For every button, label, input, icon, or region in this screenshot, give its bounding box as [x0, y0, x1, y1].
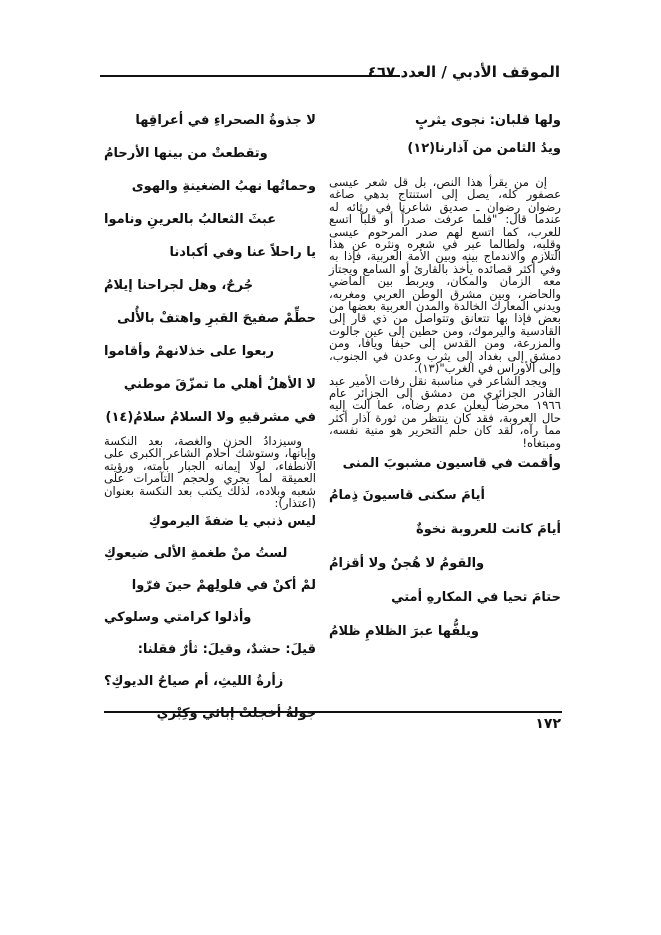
verse-line: عبثَ الثعالبُ بالعرينِ وناموا: [104, 212, 277, 227]
left-column: [104, 112, 316, 723]
body-paragraph: وسيزدادُ الحزن والغصة، بعد النكسة وإبانها، وستوشك أحلام الشاعر الكبرى على الانطفاء، لولا إيمانه الجبار بأمته، ورؤيته العميقة لما يجري ولحجم التآمرات على شعبه وبلاده، لذلك يكتب بعد النكسة بعنوان (اعتذار):: [104, 434, 316, 511]
right-column: [329, 112, 561, 641]
verse-line: قيلَ: حشدٌ، وقيلَ: ثأرٌ فقلنا:: [137, 642, 316, 658]
verse-line: وتقطعتْ من بينها الأرحامُ: [104, 146, 268, 161]
verse-line: جُرحٌ، وهل لجراحنا إيلامُ: [104, 278, 254, 293]
verse-line: أيامَ كانت للعروبة نخوةٌ: [416, 521, 561, 537]
header-title: الموقف الأدبي / العدد ٤٦٧: [367, 63, 560, 81]
verse-line: حتامَ تحيا في المكارهِ أمتي: [391, 589, 561, 605]
verse-line: وأقمت في قاسيون مشبوبَ المنى: [342, 455, 561, 471]
footer-rule: [104, 711, 562, 713]
verse-line: ربعوا على خذلانهمْ وأقاموا: [104, 344, 275, 359]
body-paragraph: إن من يقرأ هذا النص، بل قل شعر عيسى عصفور كله، يصل إلى استنتاج بدهي صاغه رضوان رضوان ـ صديق شاعرنا في رثائه له عندما قال: "فلما عرفت صدراً أو قلباً اتسع للعرب، كما اتسع لهم صدر المرحوم عيسى وقلبه، ولطالما عبر في شعره ونثره عن هذا التلازم والاندماج بينه وبين الأمة العربية، فإذا به وفي أكثر قصائده يأخذ بالقارئ أو السامع ويجتاز معه الزمان والمكان، ويربط بين الماضي والحاضر، وبين مشرق الوطن العربي ومغربه، ويدني المعارك الخالدة والمدن العربية بعضها من بعض فإذا بها تتعانق وتتواصل من ذي قار إلى القادسية واليرموك، ومن حطين إلى عين جالوت والمزرعة، ومن القدس إلى حيفا ويافا، ومن دمشق إلى بغداد إلى يثرب وعدن في الجنوب، وإلى الأوراس في الغرب"(١٣).: [329, 175, 561, 376]
running-header: [100, 62, 560, 82]
verse-line: وأذلوا كرامتي وسلوكي: [104, 610, 252, 626]
verse-line: ويلفُّها عبرَ الظلامِ ظلامُ: [329, 623, 479, 639]
verse-line: لمْ أكنْ في فلولِهمْ حينَ فرّوا: [131, 578, 316, 594]
verse-line: والقومُ لا هُجنٌ ولا أقزامُ: [329, 555, 485, 571]
verse-line: أيامَ سكنى قاسيونَ ذِمامُ: [329, 487, 485, 503]
verse-line: زأرةُ الليثِ، أم صياحُ الديوكِ؟: [104, 674, 284, 690]
header-rule: [100, 75, 400, 77]
verse-line: في مشرقيهِ ولا السلامُ سلامُ(١٤): [105, 410, 316, 425]
verse-line: ولها قلبان: نجوى يثربٍ: [415, 113, 561, 128]
verse-line: لستُ منْ طغمةِ الألى ضيعوكِ: [104, 546, 288, 562]
verse-line: ويدُ الثامن من آذارنا(١٢): [407, 141, 561, 156]
verse-line: لا الأهلُ أهلي ما تمزّقَ موطني: [123, 377, 316, 392]
verse-line: ليس ذنبي يا ضفةَ اليرموكِ: [148, 514, 316, 530]
verse-line: حطِّمْ صفيحَ القبرِ واهتفْ بالأُلى: [117, 311, 316, 326]
verse-line: لا جذوةُ الصحراءِ في أعراقِها: [135, 113, 316, 128]
body-paragraph: ويجد الشاعر في مناسبة نقل رفات الأمير عبد القادر الجزائري من دمشق إلى الجزائر عام ١٩٦٦ محرضاً ليعلن عدم رضاه، عما آلت إليه حال العروبة، فقد كان ينتظر من ثورة آذار أكثر مما رآه، لقد كان حلم التحرير هو منية نفسه، ومبتغاه!: [329, 373, 561, 450]
verse-line: جولةُ أخجلتْ إبائي وكِبْري: [156, 706, 316, 722]
verse-line: يا راحلاً عنا وفي أكبادنا: [169, 245, 316, 260]
verse-line: وحماتُها نهبُ الضغينةِ والهوى: [131, 179, 316, 194]
page-number: ١٧٢: [535, 716, 561, 732]
